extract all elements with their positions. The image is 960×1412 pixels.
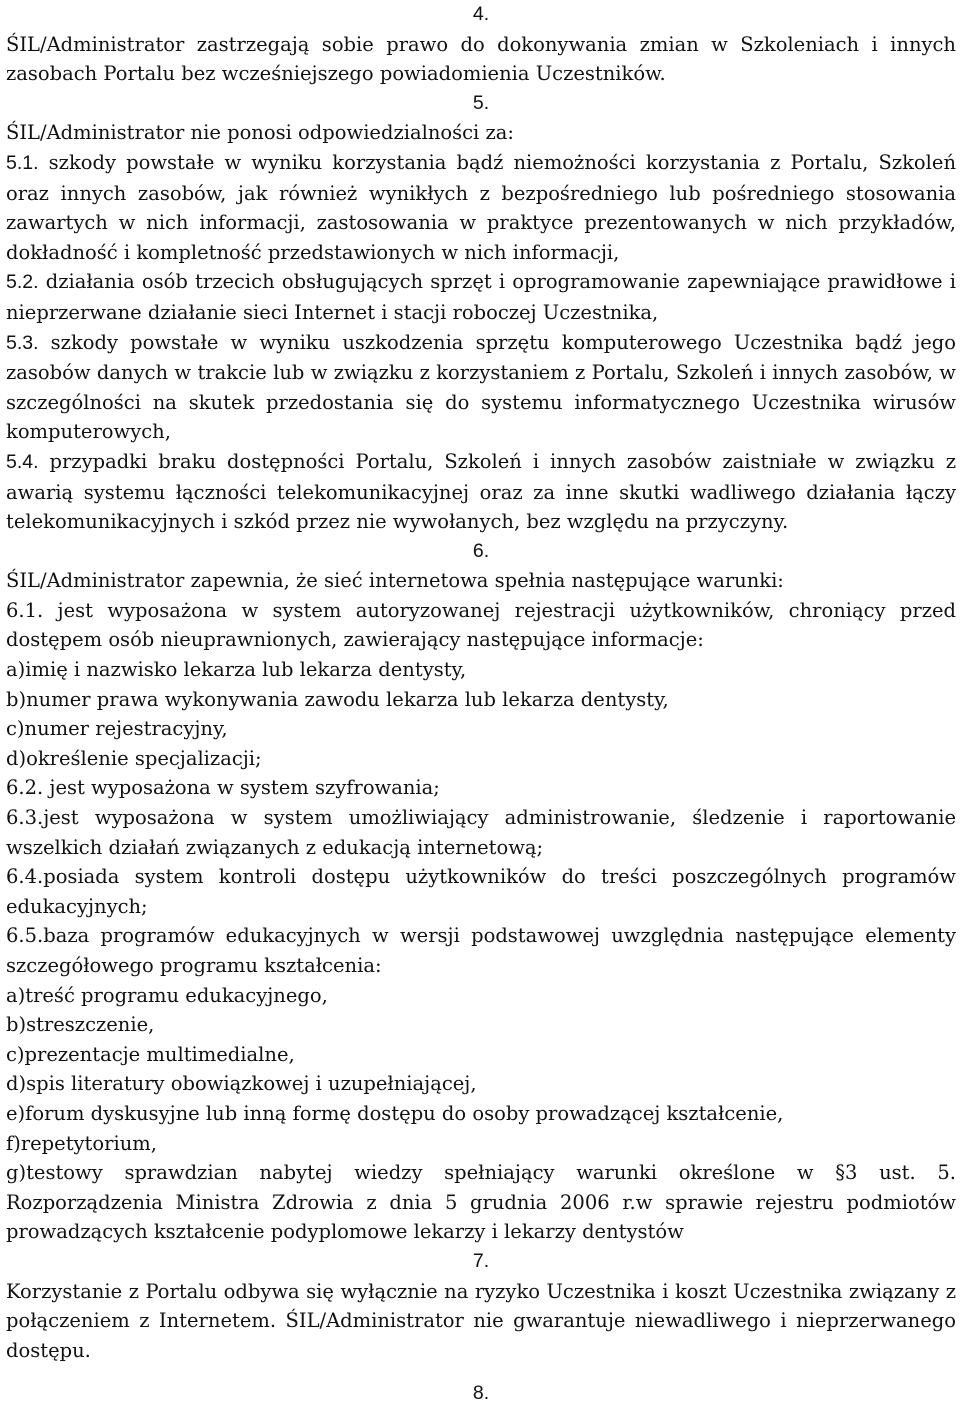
- section-6-item-4: 6.4.posiada system kontroli dostępu użytkowników do treści poszczególnych programów edukacyjnych;: [6, 865, 956, 918]
- document-page: [6, 0, 956, 1409]
- list-item: a)imię i nazwisko lekarza lub lekarza dentysty,: [6, 658, 467, 682]
- section-number-7: 7.: [472, 1249, 490, 1272]
- list-item: d)określenie specjalizacji;: [6, 746, 262, 770]
- item-number: 5.4.: [6, 450, 39, 473]
- item-number: 5.2.: [6, 271, 39, 294]
- section-5-item-2: [6, 267, 956, 327]
- list-item: c)numer rejestracyjny,: [6, 717, 228, 741]
- list-item: d)spis literatury obowiązkowej i uzupełniającej,: [6, 1072, 477, 1096]
- item-text: przypadki braku dostępności Portalu, Szkoleń i innych zasobów zaistniałe w związku z awarią systemu łączności telekomunikacyjnej oraz za inne skutki wadliwego działania łączy telekomunikacyjnych i szkód przez nie wywołanych, bez względu na przyczyny.: [6, 449, 956, 534]
- item-number: 5.1.: [6, 151, 39, 174]
- section-6-item-2: 6.2. jest wyposażona w system szyfrowania;: [6, 776, 440, 800]
- section-5-item-3: [6, 328, 956, 447]
- item-text: działania osób trzecich obsługujących sprzęt i oprogramowanie zapewniające prawidłowe i nieprzerwane działanie sieci Internet i stacji roboczej Uczestnika,: [6, 270, 956, 324]
- section-number-4: 4.: [472, 3, 490, 25]
- section-5-item-4: [6, 447, 956, 537]
- list-item: c)prezentacje multimedialne,: [6, 1042, 295, 1066]
- list-item: f)repetytorium,: [6, 1131, 157, 1155]
- section-6-item-1: 6.1. jest wyposażona w system autoryzowanej rejestracji użytkowników, chroniący przed dostępem osób nieuprawnionych, zawierający następujące informacje:: [6, 598, 956, 652]
- section-number-8: 8.: [472, 1382, 490, 1405]
- section-5-item-1: [6, 148, 956, 267]
- item-text: szkody powstałe w wyniku korzystania bądź niemożności korzystania z Portalu, Szkoleń oraz innych zasobów, jak również wynikłych z bezpośredniego lub pośredniego stosowania zawartych w nich informacji, zastosowania w praktyce prezentowanych w nich przykładów, dokładność i kompletność przedstawionych w nich informacji,: [6, 150, 956, 264]
- section-6-item-5: 6.5.baza programów edukacyjnych w wersji podstawowej uwzględnia następujące elementy szczegółowego programu kształcenia:: [6, 924, 956, 977]
- list-item: b)numer prawa wykonywania zawodu lekarza lub lekarza dentysty,: [6, 687, 669, 711]
- section-number-5: 5.: [472, 91, 490, 114]
- section-number-6: 6.: [472, 539, 490, 562]
- list-item: a)treść programu edukacyjnego,: [6, 983, 328, 1007]
- list-item: b)streszczenie,: [6, 1013, 155, 1037]
- section-4-text: ŚIL/Administrator zastrzegają sobie prawo do dokonywania zmian w Szkoleniach i innych zasobach Portalu bez wcześniejszego powiadomienia Uczestników.: [6, 32, 956, 86]
- section-6-item-3: 6.3.jest wyposażona w system umożliwiający administrowanie, śledzenie i raportowanie wszelkich działań związanych z edukacją internetową;: [6, 806, 956, 859]
- section-5-intro: ŚIL/Administrator nie ponosi odpowiedzialności za:: [6, 121, 514, 145]
- section-6-intro: ŚIL/Administrator zapewnia, że sieć internetowa spełnia następujące warunki:: [6, 569, 784, 593]
- item-text: szkody powstałe w wyniku uszkodzenia sprzętu komputerowego Uczestnika bądź jego zasobów danych w trakcie lub w związku z korzystaniem z Portalu, Szkoleń i innych zasobów, w szczególności na skutek przedostania się do systemu informatycznego Uczestnika wirusów komputerowych,: [6, 330, 956, 444]
- item-number: 5.3.: [6, 331, 39, 354]
- list-item: g)testowy sprawdzian nabytej wiedzy spełniający warunki określone w §3 ust. 5. Rozporządzenia Ministra Zdrowia z dnia 5 grudnia 2006 r.w sprawie rejestru podmiotów prowadzących kształcenie podyplomowe lekarzy i lekarzy dentystów: [6, 1161, 956, 1244]
- section-7-text: Korzystanie z Portalu odbywa się wyłącznie na ryzyko Uczestnika i koszt Uczestnika związany z połączeniem z Internetem. ŚIL/Administrator nie gwarantuje niewadliwego i nieprzerwanego dostępu.: [6, 1279, 956, 1362]
- list-item: e)forum dyskusyjne lub inną formę dostępu do osoby prowadzącej kształcenie,: [6, 1101, 784, 1125]
